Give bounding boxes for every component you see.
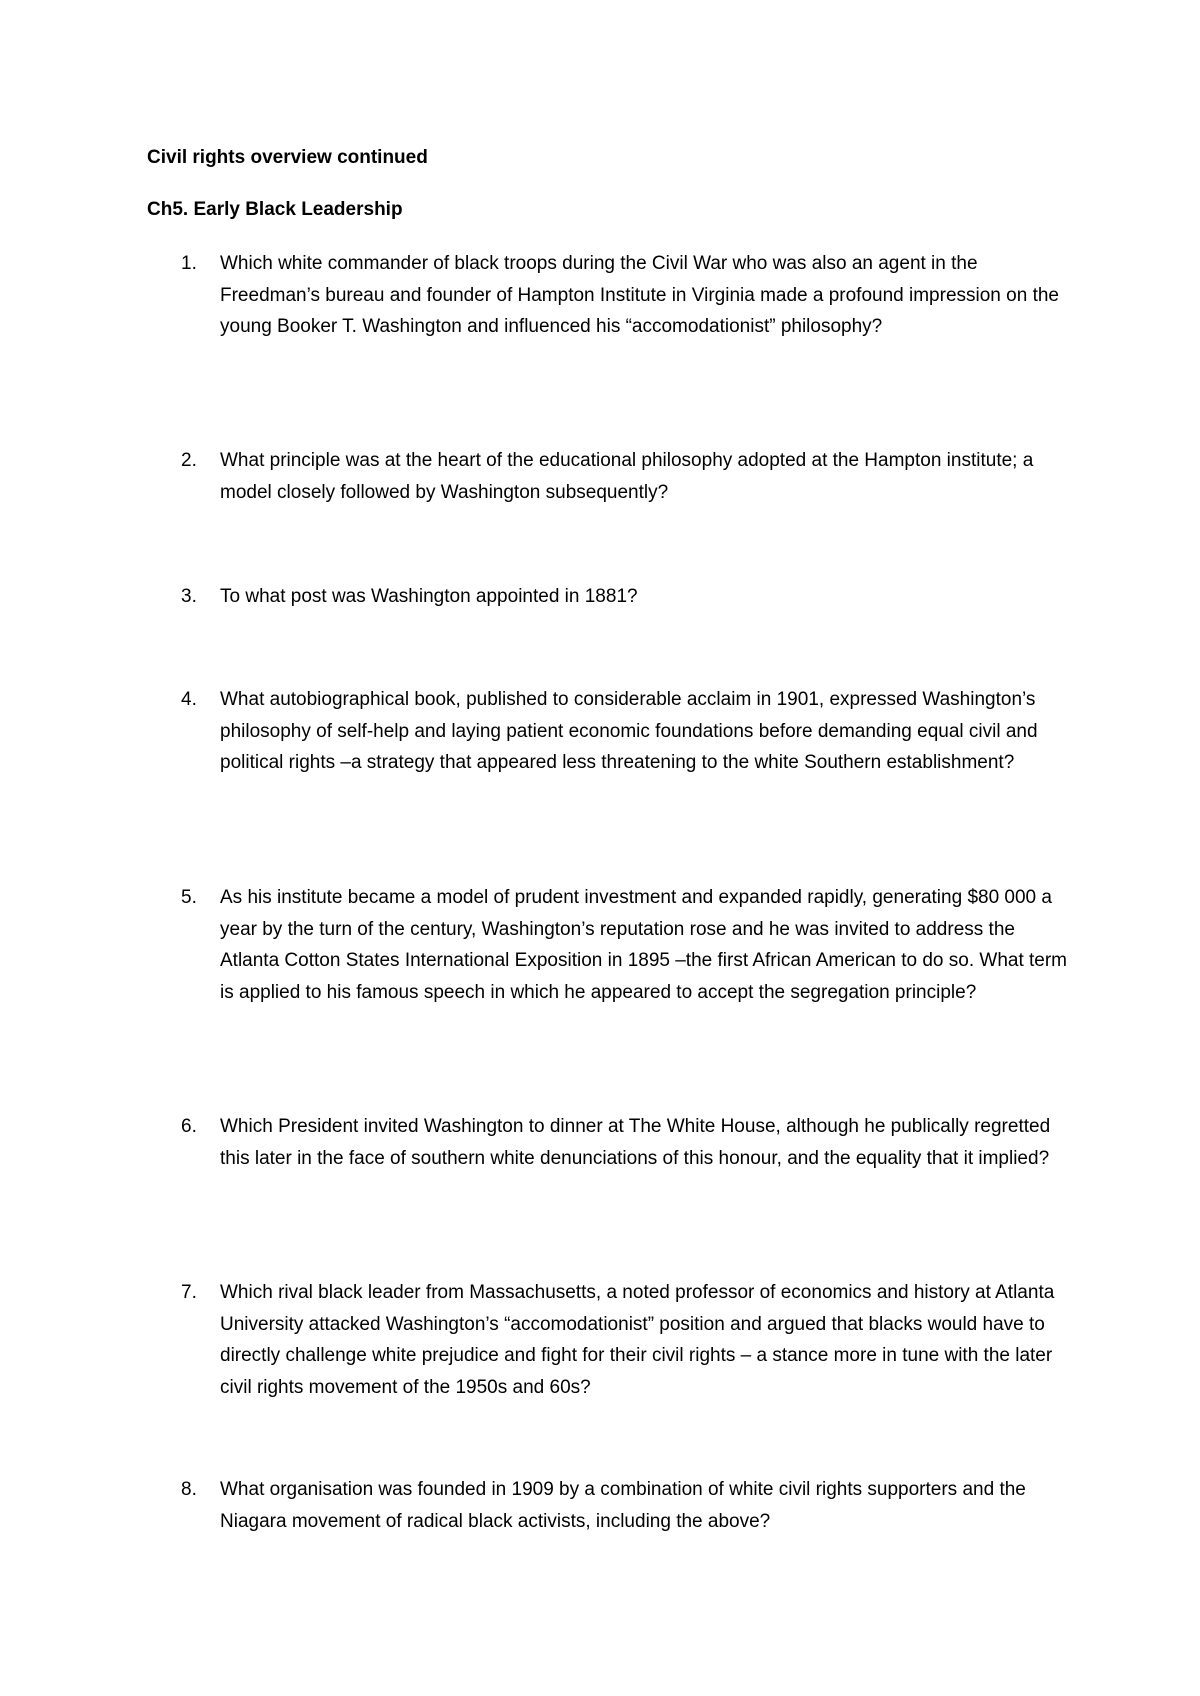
question-number: 7. bbox=[181, 1282, 197, 1303]
question-item bbox=[147, 882, 1067, 1008]
question-text: To what post was Washington appointed in 1881? bbox=[220, 586, 638, 607]
question-item bbox=[147, 684, 1067, 779]
question-number: 5. bbox=[181, 887, 197, 908]
question-item bbox=[147, 1474, 1067, 1537]
question-text: As his institute became a model of prudent investment and expanded rapidly, generating $80 000 a year by the turn of the century, Washington’s reputation rose and he was invited to address the Atlanta Cotton States International Exposition in 1895 –the first African American to do so. What term is applied to his famous speech in which he appeared to accept the segregation principle? bbox=[220, 887, 1068, 1003]
question-item bbox=[147, 445, 1067, 508]
question-text: Which white commander of black troops during the Civil War who was also an agent in the Freedman’s bureau and founder of Hampton Institute in Virginia made a profound impression on the young Booker T. Washington and influenced his “accomodationist” philosophy? bbox=[220, 253, 1059, 337]
question-item bbox=[147, 581, 1067, 613]
question-text: Which rival black leader from Massachusetts, a noted professor of economics and history at Atlanta University attacked Washington’s “accomodationist” position and argued that blacks would have to directly challenge white prejudice and fight for their civil rights – a stance more in tune with the later civil rights movement of the 1950s and 60s? bbox=[220, 1282, 1055, 1398]
question-item bbox=[147, 1111, 1067, 1174]
question-text: What organisation was founded in 1909 by a combination of white civil rights supporters and the Niagara movement of radical black activists, including the above? bbox=[220, 1479, 1026, 1532]
chapter-heading: Ch5. Early Black Leadership bbox=[147, 199, 403, 220]
question-item bbox=[147, 248, 1067, 343]
question-number: 1. bbox=[181, 253, 197, 274]
question-number: 6. bbox=[181, 1116, 197, 1137]
question-text: What autobiographical book, published to considerable acclaim in 1901, expressed Washington’s philosophy of self-help and laying patient economic foundations before demanding equal civil and political rights –a strategy that appeared less threatening to the white Southern establishment? bbox=[220, 689, 1038, 773]
question-number: 4. bbox=[181, 689, 197, 710]
document-title: Civil rights overview continued bbox=[147, 147, 428, 168]
question-number: 8. bbox=[181, 1479, 197, 1500]
question-item bbox=[147, 1277, 1067, 1403]
question-number: 3. bbox=[181, 586, 197, 607]
question-text: What principle was at the heart of the educational philosophy adopted at the Hampton institute; a model closely followed by Washington subsequently? bbox=[220, 450, 1034, 503]
question-text: Which President invited Washington to dinner at The White House, although he publically regretted this later in the face of southern white denunciations of this honour, and the equality that it implied? bbox=[220, 1116, 1051, 1169]
question-number: 2. bbox=[181, 450, 197, 471]
